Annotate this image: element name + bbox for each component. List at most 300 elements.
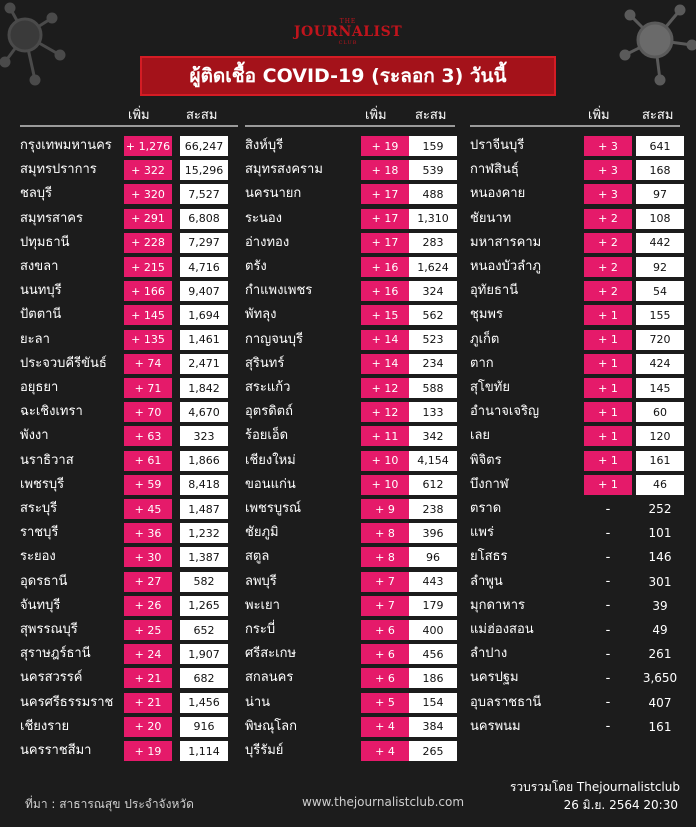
table-row	[470, 354, 684, 374]
province-name: กรุงเทพมหานคร	[20, 138, 112, 153]
table-row	[245, 547, 457, 567]
table-row	[245, 475, 457, 495]
total-value: 54	[636, 281, 684, 301]
increase-value: + 1	[584, 378, 632, 398]
table-row	[20, 620, 228, 640]
province-name: สิงห์บุรี	[245, 138, 284, 153]
increase-value: + 6	[361, 644, 409, 664]
province-name: ชุมพร	[470, 307, 503, 323]
province-name: อำนาจเจริญ	[470, 404, 540, 420]
increase-value: + 3	[584, 136, 632, 156]
total-value: 424	[636, 354, 684, 374]
increase-value: + 228	[124, 233, 172, 253]
province-name: สงขลา	[20, 259, 59, 274]
province-name: นครปฐม	[470, 670, 519, 686]
total-value: 523	[409, 330, 457, 350]
province-name: ตาก	[470, 355, 494, 371]
total-value: 342	[409, 426, 457, 446]
table-row	[245, 693, 457, 713]
table-row	[20, 596, 228, 616]
table-row	[20, 668, 228, 688]
table-row	[20, 475, 228, 495]
increase-value: -	[605, 719, 611, 735]
increase-value: + 74	[124, 354, 172, 374]
total-value: 66,247	[180, 136, 228, 156]
table-row	[20, 451, 228, 471]
table-row	[470, 136, 684, 156]
increase-value: + 7	[361, 596, 409, 616]
total-value: 252	[648, 502, 672, 516]
table-row	[245, 499, 457, 519]
increase-value: + 8	[361, 547, 409, 567]
total-value: 1,461	[180, 330, 228, 350]
header-divider	[20, 125, 238, 127]
table-row	[20, 717, 228, 737]
increase-value: -	[605, 622, 611, 638]
total-value: 39	[652, 598, 668, 613]
province-name: ลำพูน	[470, 573, 503, 589]
total-value: 612	[409, 475, 457, 495]
province-name: เชียงใหม่	[245, 452, 296, 468]
total-value: 92	[636, 257, 684, 277]
total-value: 720	[636, 330, 684, 350]
table-row	[245, 596, 457, 616]
increase-value: + 145	[124, 305, 172, 325]
table-row	[470, 184, 684, 204]
increase-value: + 5	[361, 693, 409, 713]
table-row	[470, 451, 684, 471]
province-name: พะเยา	[245, 597, 280, 613]
table-row	[20, 693, 228, 713]
total-value: 9,407	[180, 281, 228, 301]
total-value: 161	[648, 719, 672, 734]
increase-value: + 71	[124, 378, 172, 398]
table-row	[470, 644, 684, 664]
header-total: สะสม	[642, 108, 674, 123]
province-name: ระนอง	[245, 210, 283, 226]
total-value: 7,297	[180, 233, 228, 253]
total-value: 159	[409, 136, 457, 156]
table-row	[245, 184, 457, 204]
total-value: 8,418	[180, 475, 228, 495]
total-value: 384	[409, 717, 457, 737]
total-value: 456	[409, 644, 457, 664]
total-value: 7,527	[180, 184, 228, 204]
province-name: ร้อยเอ็ด	[245, 428, 289, 444]
total-value: 283	[409, 233, 457, 253]
province-name: เลย	[470, 428, 491, 444]
table-row	[245, 644, 457, 664]
province-name: อยุธยา	[20, 380, 59, 395]
province-name: สมุทรปราการ	[20, 162, 97, 178]
table-row	[245, 451, 457, 471]
header-divider	[470, 125, 680, 127]
table-row	[245, 741, 457, 761]
table-row	[20, 281, 228, 301]
table-row	[20, 136, 228, 156]
table-row	[245, 160, 457, 180]
total-value: 407	[648, 695, 672, 710]
table-row	[470, 160, 684, 180]
total-value: 46	[636, 475, 684, 495]
page-title	[140, 56, 556, 96]
total-value: 582	[180, 572, 228, 592]
table-row	[245, 717, 457, 737]
total-value: 2,471	[180, 354, 228, 374]
increase-value: + 11	[361, 426, 409, 446]
increase-value: + 16	[361, 281, 409, 301]
province-name: พัทลุง	[245, 307, 277, 323]
header-divider	[245, 125, 455, 127]
province-name: ศรีสะเกษ	[245, 646, 297, 662]
increase-value: + 26	[124, 596, 172, 616]
table-row	[470, 572, 684, 592]
table-row	[20, 233, 228, 253]
province-name: บุรีรัมย์	[245, 743, 284, 758]
province-name: กำแพงเพชร	[245, 283, 313, 299]
total-value: 179	[409, 596, 457, 616]
table-row	[245, 305, 457, 325]
total-value: 4,154	[409, 451, 457, 471]
province-name: สระแก้ว	[245, 380, 291, 395]
increase-value: + 21	[124, 668, 172, 688]
total-value: 3,650	[642, 671, 678, 686]
increase-value: + 10	[361, 475, 409, 495]
increase-value: + 1	[584, 305, 632, 325]
increase-value: + 14	[361, 330, 409, 350]
increase-value: + 8	[361, 523, 409, 543]
table-row	[20, 378, 228, 398]
total-value: 154	[409, 693, 457, 713]
total-value: 1,487	[180, 499, 228, 519]
total-value: 443	[409, 572, 457, 592]
table-row	[20, 354, 228, 374]
increase-value: + 1	[584, 475, 632, 495]
total-value: 400	[409, 620, 457, 640]
header-increase: เพิ่ม	[588, 108, 610, 123]
increase-value: + 2	[584, 257, 632, 277]
province-name: มุกดาหาร	[470, 597, 526, 613]
table-row	[20, 499, 228, 519]
total-value: 641	[636, 136, 684, 156]
table-row	[20, 330, 228, 350]
table-row	[20, 305, 228, 325]
increase-value: + 36	[124, 523, 172, 543]
increase-value: + 3	[584, 160, 632, 180]
table-row	[245, 257, 457, 277]
province-name: อ่างทอง	[245, 234, 290, 250]
total-value: 442	[636, 233, 684, 253]
province-name: หนองคาย	[470, 186, 526, 202]
table-row	[470, 330, 684, 350]
increase-value: -	[605, 670, 611, 686]
report-date: 26 มิ.ย. 2564 20:30	[563, 798, 678, 812]
increase-value: + 1	[584, 451, 632, 471]
province-name: ยโสธร	[470, 549, 508, 565]
province-name: ชัยนาท	[470, 210, 512, 226]
province-name: จันทบุรี	[20, 597, 61, 613]
total-value: 60	[636, 402, 684, 422]
province-name: ยะลา	[20, 331, 50, 347]
table-row	[20, 523, 228, 543]
increase-value: + 6	[361, 620, 409, 640]
province-name: ประจวบคีรีขันธ์	[20, 355, 107, 371]
table-row	[20, 402, 228, 422]
total-value: 1,456	[180, 693, 228, 713]
increase-value: + 2	[584, 209, 632, 229]
province-name: สกลนคร	[245, 670, 294, 686]
total-value: 101	[648, 526, 672, 541]
province-name: นครนายก	[245, 186, 302, 202]
total-value: 588	[409, 378, 457, 398]
province-name: กาญจนบุรี	[245, 331, 303, 347]
page-title-text: ผู้ติดเชื้อ COVID-19 (ระลอก 3) วันนี้	[189, 65, 507, 87]
total-value: 161	[636, 451, 684, 471]
increase-value: -	[605, 501, 611, 517]
province-name: เชียงราย	[20, 718, 70, 734]
total-value: 97	[636, 184, 684, 204]
table-row	[470, 378, 684, 398]
increase-value: + 3	[584, 184, 632, 204]
increase-value: + 1	[584, 402, 632, 422]
increase-value: + 322	[124, 160, 172, 180]
table-row	[470, 547, 684, 567]
increase-value: + 17	[361, 184, 409, 204]
table-row	[20, 572, 228, 592]
total-value: 1,842	[180, 378, 228, 398]
increase-value: + 14	[361, 354, 409, 374]
increase-value: + 45	[124, 499, 172, 519]
table-row	[245, 281, 457, 301]
header-increase: เพิ่ม	[365, 108, 387, 123]
total-value: 265	[409, 741, 457, 761]
total-value: 323	[180, 426, 228, 446]
table-row	[20, 209, 228, 229]
increase-value: + 135	[124, 330, 172, 350]
province-name: นนทบุรี	[20, 283, 62, 299]
increase-value: + 18	[361, 160, 409, 180]
total-value: 488	[409, 184, 457, 204]
total-value: 301	[648, 574, 672, 589]
total-value: 1,310	[409, 209, 457, 229]
increase-value: + 1	[584, 330, 632, 350]
total-value: 539	[409, 160, 457, 180]
province-name: นครศรีธรรมราช	[20, 694, 114, 710]
increase-value: -	[605, 598, 611, 614]
table-row	[245, 209, 457, 229]
province-name: สตูล	[245, 549, 270, 565]
table-row	[20, 160, 228, 180]
total-value: 324	[409, 281, 457, 301]
brand-name: JOURNALIST	[293, 24, 403, 40]
province-name: อุตรดิตถ์	[245, 404, 293, 420]
province-name: เพชรบูรณ์	[245, 501, 302, 516]
brand-sub: CLUB	[338, 40, 358, 46]
province-name: นราธิวาส	[20, 452, 74, 468]
total-value: 238	[409, 499, 457, 519]
total-value: 1,694	[180, 305, 228, 325]
province-name: พิษณุโลก	[245, 718, 298, 734]
increase-value: + 12	[361, 402, 409, 422]
header-increase: เพิ่ม	[128, 108, 150, 123]
table-row	[20, 257, 228, 277]
table-row	[245, 354, 457, 374]
province-name: ตราด	[470, 501, 502, 516]
total-value: 234	[409, 354, 457, 374]
total-value: 562	[409, 305, 457, 325]
increase-value: + 24	[124, 644, 172, 664]
province-name: อุบลราชธานี	[470, 694, 542, 710]
province-name: สุพรรณบุรี	[20, 622, 78, 637]
total-value: 186	[409, 668, 457, 688]
province-name: พังงา	[20, 428, 49, 444]
source-note: ที่มา : สาธารณสุข ประจำจังหวัด	[25, 797, 194, 811]
increase-value: + 19	[361, 136, 409, 156]
total-value: 155	[636, 305, 684, 325]
total-value: 4,716	[180, 257, 228, 277]
increase-value: + 30	[124, 547, 172, 567]
total-value: 120	[636, 426, 684, 446]
table-row	[245, 523, 457, 543]
province-name: ภูเก็ต	[470, 331, 500, 347]
table-row	[470, 499, 684, 519]
province-name: พิจิตร	[470, 452, 502, 468]
total-value: 1,265	[180, 596, 228, 616]
table-row	[470, 693, 684, 713]
increase-value: -	[605, 549, 611, 565]
province-name: กระบี่	[245, 622, 276, 637]
table-row	[245, 378, 457, 398]
total-value: 96	[409, 547, 457, 567]
increase-value: + 166	[124, 281, 172, 301]
table-row	[20, 426, 228, 446]
total-value: 1,907	[180, 644, 228, 664]
increase-value: + 12	[361, 378, 409, 398]
header-total: สะสม	[186, 108, 218, 123]
total-value: 1,232	[180, 523, 228, 543]
increase-value: -	[605, 646, 611, 662]
increase-value: + 7	[361, 572, 409, 592]
increase-value: + 70	[124, 402, 172, 422]
province-name: สระบุรี	[20, 501, 58, 516]
total-value: 682	[180, 668, 228, 688]
brand-logo	[0, 18, 696, 46]
increase-value: + 63	[124, 426, 172, 446]
province-name: สุโขทัย	[470, 380, 510, 395]
increase-value: + 6	[361, 668, 409, 688]
increase-value: + 61	[124, 451, 172, 471]
total-value: 1,624	[409, 257, 457, 277]
province-name: ตรัง	[245, 259, 267, 274]
total-value: 49	[652, 623, 668, 637]
table-row	[470, 620, 684, 640]
increase-value: + 15	[361, 305, 409, 325]
increase-value: + 9	[361, 499, 409, 519]
table-row	[470, 475, 684, 495]
total-value: 261	[648, 647, 672, 662]
increase-value: + 215	[124, 257, 172, 277]
compiled-by: รวบรวมโดย Thejournalistclub	[509, 780, 680, 794]
table-row	[20, 644, 228, 664]
province-name: ลำปาง	[470, 646, 508, 662]
table-row	[470, 257, 684, 277]
table-row	[470, 281, 684, 301]
table-row	[470, 596, 684, 616]
website-url: www.thejournalistclub.com	[302, 795, 465, 809]
increase-value: + 2	[584, 281, 632, 301]
increase-value: + 320	[124, 184, 172, 204]
province-name: ขอนแก่น	[245, 476, 296, 492]
province-name: อุดรธานี	[20, 573, 68, 589]
total-value: 145	[636, 378, 684, 398]
increase-value: + 1,276	[124, 136, 172, 156]
increase-value: + 17	[361, 233, 409, 253]
province-name: ปัตตานี	[20, 307, 62, 323]
total-value: 108	[636, 209, 684, 229]
increase-value: + 4	[361, 741, 409, 761]
province-name: มหาสารคาม	[470, 234, 542, 250]
table-row	[245, 572, 457, 592]
table-row	[470, 426, 684, 446]
province-name: สมุทรสาคร	[20, 210, 83, 226]
increase-value: + 2	[584, 233, 632, 253]
increase-value: + 1	[584, 426, 632, 446]
table-row	[245, 402, 457, 422]
province-name: ลพบุรี	[245, 573, 277, 589]
province-name: ปราจีนบุรี	[470, 138, 525, 153]
total-value: 1,866	[180, 451, 228, 471]
province-name: อุทัยธานี	[470, 283, 519, 299]
increase-value: + 10	[361, 451, 409, 471]
province-name: ชัยภูมิ	[245, 525, 279, 541]
virus-illustration-left	[0, 0, 110, 110]
province-name: นครราชสีมา	[20, 743, 92, 758]
province-name: น่าน	[245, 694, 271, 710]
virus-illustration-right	[600, 0, 696, 100]
province-name: ฉะเชิงเทรา	[20, 404, 83, 420]
total-value: 146	[648, 550, 672, 565]
increase-value: + 17	[361, 209, 409, 229]
province-name: แพร่	[470, 525, 494, 541]
increase-value: -	[605, 695, 611, 711]
brand-top: THE	[339, 18, 357, 25]
province-name: สุราษฎร์ธานี	[20, 646, 91, 662]
province-name: กาฬสินธุ์	[470, 162, 519, 178]
total-value: 133	[409, 402, 457, 422]
table-row	[245, 668, 457, 688]
total-value: 15,296	[180, 160, 228, 180]
province-name: ชลบุรี	[20, 186, 53, 202]
total-value: 6,808	[180, 209, 228, 229]
header-total: สะสม	[415, 108, 447, 123]
increase-value: + 19	[124, 741, 172, 761]
table-row	[470, 209, 684, 229]
total-value: 396	[409, 523, 457, 543]
total-value: 4,670	[180, 402, 228, 422]
table-row	[20, 184, 228, 204]
increase-value: + 27	[124, 572, 172, 592]
table-row	[245, 136, 457, 156]
increase-value: -	[605, 574, 611, 590]
increase-value: + 16	[361, 257, 409, 277]
province-name: ปทุมธานี	[20, 234, 70, 250]
increase-value: + 20	[124, 717, 172, 737]
table-row	[470, 668, 684, 688]
total-value: 168	[636, 160, 684, 180]
province-name: ราชบุรี	[20, 525, 59, 541]
increase-value: -	[605, 525, 611, 541]
province-name: บึงกาฬ	[470, 476, 509, 492]
